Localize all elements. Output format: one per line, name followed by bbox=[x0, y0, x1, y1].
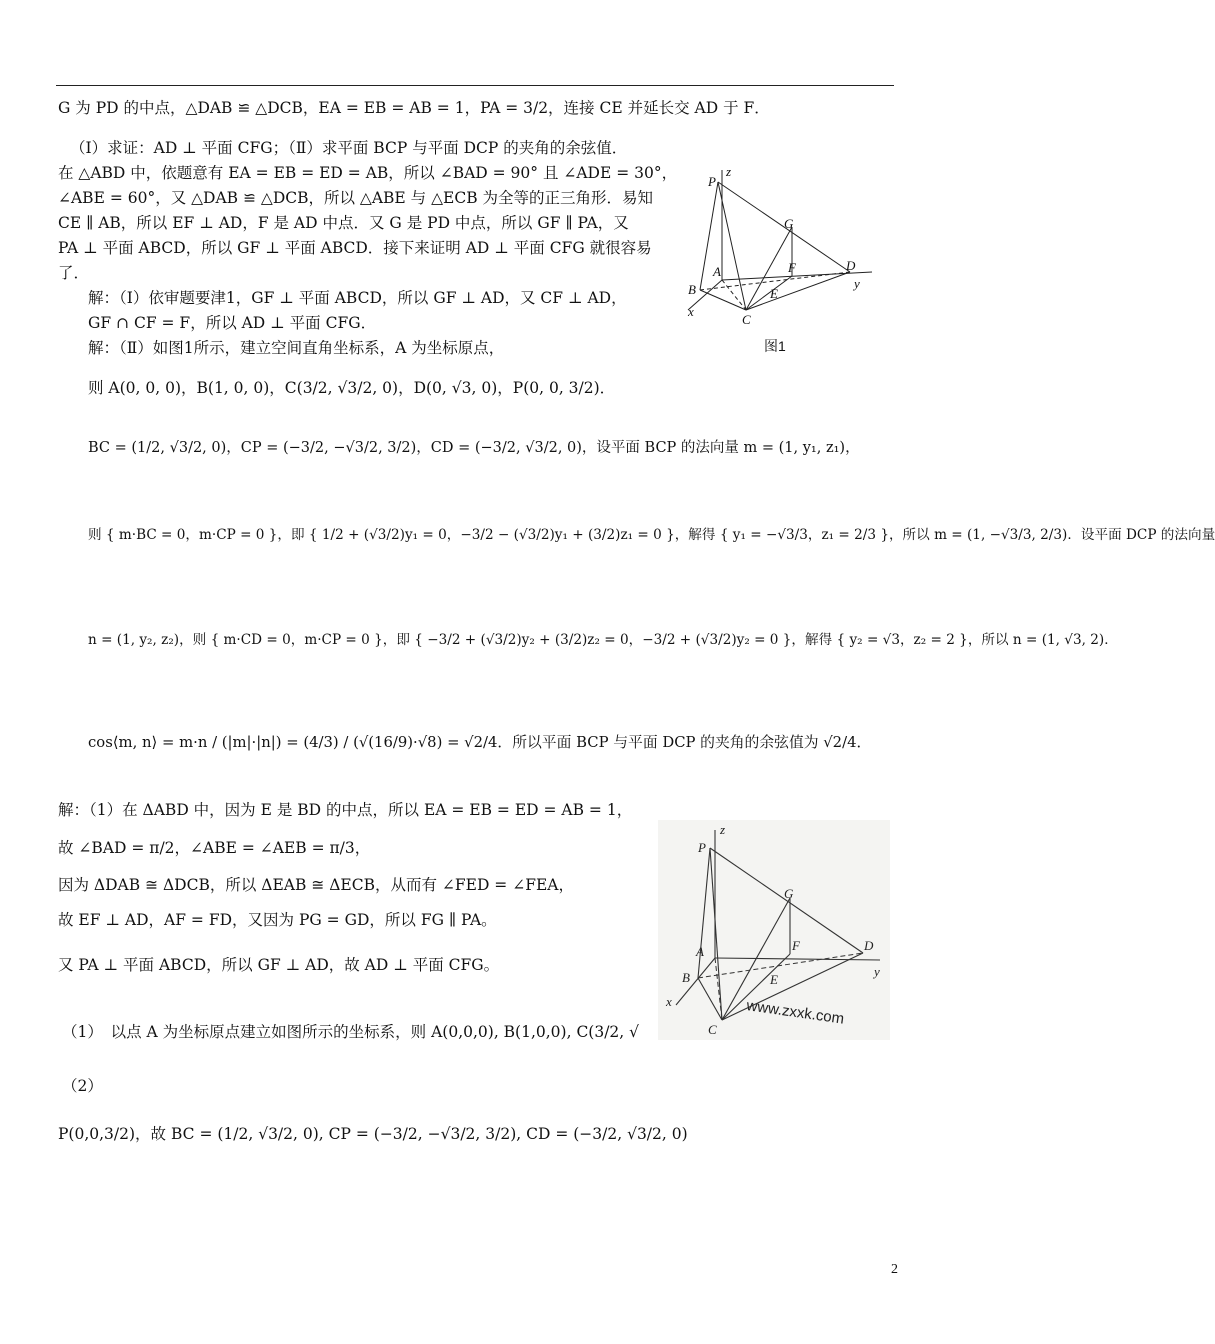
label-c: C bbox=[708, 1022, 717, 1037]
text-line: ∠ABE = 60°，又 △DAB ≌ △DCB，所以 △ABE 与 △ECB 为全等的正三角形．易知 bbox=[58, 189, 654, 207]
solution2-line: 故 EF ⊥ AD，AF = FD，又因为 PG = GD，所以 FG ∥ PA。 bbox=[58, 911, 497, 929]
text-line: CE ∥ AB，所以 EF ⊥ AD，F 是 AD 中点．又 G 是 PD 中点，所以 GF ∥ PA，又 bbox=[58, 214, 629, 232]
system-m-line: 则 { m·BC = 0，m·CP = 0 }，即 { 1/2 + (√3/2)y₁ = 0，−3/2 − (√3/2)y₁ + (3/2)z₁ = 0 }，解得 { y₁ = −√3/3，z₁ = 2/3 }，所以 m = (1, −√3/3, 2/3)．设平面 DCP 的法向量 bbox=[88, 527, 1215, 543]
solution2-line: 解：（1）在 ΔABD 中，因为 E 是 BD 的中点，所以 EA = EB = ED = AB = 1， bbox=[58, 801, 633, 819]
system-n-line: n = (1, y₂, z₂)，则 { m·CD = 0，m·CP = 0 }，即 { −3/2 + (√3/2)y₂ + (3/2)z₂ = 0，−3/2 + (√3/2)y₂ = 0 }，解得 { y₂ = √3，z₂ = 2 }，所以 n = (1, √3, 2)． bbox=[88, 632, 1118, 648]
text-line: PA ⊥ 平面 ABCD，所以 GF ⊥ 平面 ABCD．接下来证明 AD ⊥ 平面 CFG 就很容易 bbox=[58, 239, 652, 257]
solution2-line: 故 ∠BAD = π/2，∠ABE = ∠AEB = π/3， bbox=[58, 839, 371, 857]
solution-line: 解：（Ⅰ）依审题要津1，GF ⊥ 平面 ABCD，所以 GF ⊥ AD，又 CF ⊥ AD， bbox=[88, 289, 627, 307]
page-number: 2 bbox=[891, 1262, 898, 1277]
label-f: F bbox=[792, 938, 800, 953]
text-line: （Ⅰ）求证：AD ⊥ 平面 CFG；（Ⅱ）求平面 BCP 与平面 DCP 的夹角的余弦值． bbox=[70, 139, 628, 157]
label-p: P bbox=[708, 174, 716, 189]
label-a: A bbox=[713, 264, 721, 279]
label-g: G bbox=[784, 216, 794, 231]
solution2-line: （1） 以点 A 为坐标原点建立如图所示的坐标系，则 A(0,0,0), B(1,0,0), C(3/2, √ bbox=[62, 1023, 640, 1041]
label-c: C bbox=[742, 312, 751, 327]
label-b: B bbox=[682, 970, 690, 985]
solution2-line: 因为 ΔDAB ≅ ΔDCB，所以 ΔEAB ≅ ΔECB，从而有 ∠FED = ∠FEA， bbox=[58, 876, 574, 894]
label-d: D bbox=[846, 258, 856, 273]
header-rule bbox=[56, 85, 894, 86]
text-line: 了． bbox=[58, 264, 90, 282]
label-e: E bbox=[770, 286, 778, 301]
label-a: A bbox=[696, 944, 704, 959]
label-g: G bbox=[784, 886, 794, 901]
solution2-line: P(0,0,3/2)，故 BC = (1/2, √3/2, 0), CP = (−3/2, −√3/2, 3/2), CD = (−3/2, √3/2, 0) bbox=[58, 1125, 688, 1143]
cosine-line: cos⟨m, n⟩ = m·n / (|m|·|n|) = (4/3) / (√(16/9)·√8) = √2/4．所以平面 BCP 与平面 DCP 的夹角的余弦值为 √2/4． bbox=[88, 734, 872, 751]
figure-2-pyramid bbox=[658, 820, 890, 1040]
label-y: y bbox=[874, 964, 880, 979]
solution-line: GF ∩ CF = F，所以 AD ⊥ 平面 CFG． bbox=[88, 314, 377, 332]
label-z: z bbox=[726, 164, 732, 179]
label-p: P bbox=[698, 840, 706, 855]
watermark-text: www.zxxk.com bbox=[745, 997, 846, 1028]
vectors-line: BC = (1/2, √3/2, 0)，CP = (−3/2, −√3/2, 3/2)，CD = (−3/2, √3/2, 0)，设平面 BCP 的法向量 m = (1, y₁, z₁)， bbox=[88, 440, 860, 456]
label-z: z bbox=[720, 822, 726, 837]
label-y: y bbox=[854, 276, 860, 291]
figure-1-caption: 图1 bbox=[764, 338, 786, 354]
label-d: D bbox=[864, 938, 874, 953]
label-f: F bbox=[788, 260, 796, 275]
text-line: 在 △ABD 中，依题意有 EA = EB = ED = AB，所以 ∠BAD = 90° 且 ∠ADE = 30°， bbox=[58, 164, 678, 182]
label-e: E bbox=[770, 972, 778, 987]
label-b: B bbox=[688, 282, 696, 297]
figure-1-pyramid bbox=[680, 162, 880, 332]
solution-line: 解：（Ⅱ）如图1所示，建立空间直角坐标系，A 为坐标原点， bbox=[88, 339, 505, 357]
label-x: x bbox=[688, 304, 694, 319]
label-x: x bbox=[666, 994, 672, 1009]
solution2-line: 又 PA ⊥ 平面 ABCD，所以 GF ⊥ AD，故 AD ⊥ 平面 CFG。 bbox=[58, 956, 500, 974]
text-line: G 为 PD 的中点，△DAB ≌ △DCB，EA = EB = AB = 1，PA = 3/2，连接 CE 并延长交 AD 于 F． bbox=[58, 99, 770, 117]
solution2-line: （2） bbox=[62, 1077, 103, 1095]
coordinates-line: 则 A(0, 0, 0)，B(1, 0, 0)，C(3/2, √3/2, 0)，D(0, √3, 0)，P(0, 0, 3/2)． bbox=[88, 379, 616, 397]
